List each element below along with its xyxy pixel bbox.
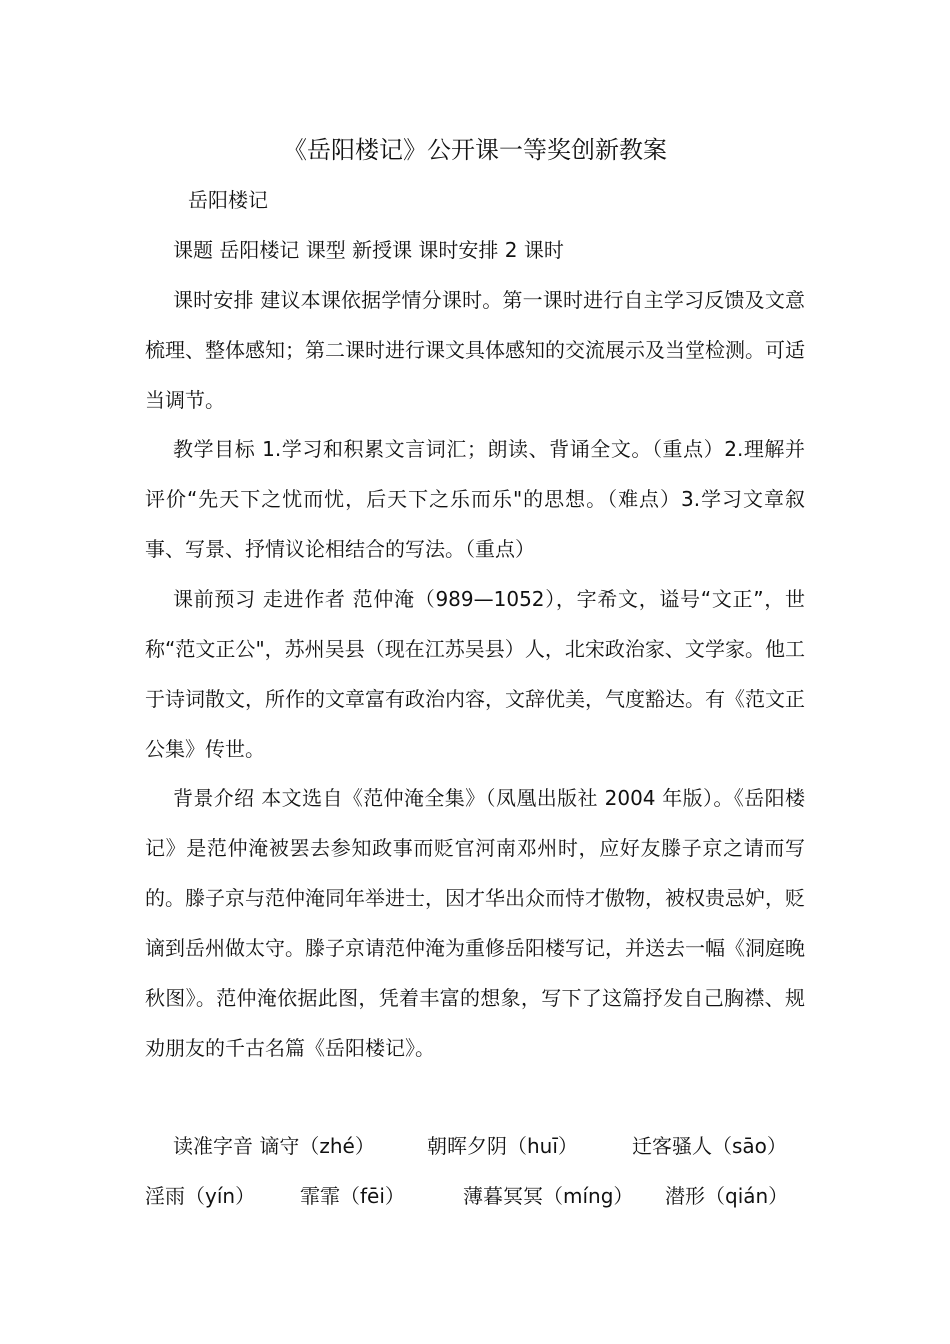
pronunciation-item: 迁客骚人（sāo） bbox=[632, 1134, 787, 1158]
pronunciation-item: 薄暮冥冥（míng） bbox=[463, 1184, 634, 1208]
pronunciation-item: 霏霏（fēi） bbox=[300, 1184, 405, 1208]
pronunciation-item: 读准字音 谪守（zhé） bbox=[173, 1134, 375, 1158]
document-title: 《岳阳楼记》公开课一等奖创新教案 bbox=[283, 136, 667, 164]
paragraph-author-intro: 课前预习 走进作者 范仲淹（989—1052），字希文，谥号“文正”，世称“范文正公"，苏州吴县（现在江苏吴县）人，北宋政治家、文学家。他工于诗词散文，所作的文章富有政治内容，文辞优美，气度豁达。有《范文正公集》传世。 bbox=[145, 587, 805, 761]
pronunciation-item: 潜形（qián） bbox=[665, 1184, 789, 1208]
paragraph-background: 背景介绍 本文选自《范仲淹全集》（凤凰出版社 2004 年版）。《岳阳楼记》是范仲淹被罢去参知政事而贬官河南邓州时，应好友滕子京之请而写的。滕子京与范仲淹同年举进士，因才华出众而恃才傲物，被权贵忌妒，贬谪到岳州做太守。滕子京请范仲淹为重修岳阳楼写记，并送去一幅《洞庭晚秋图》。范仲淹依据此图，凭着丰富的想象，写下了这篇抒发自己胸襟、规劝朋友的千古名篇《岳阳楼记》。 bbox=[145, 786, 805, 1060]
pronunciation-item: 朝晖夕阴（huī） bbox=[427, 1134, 578, 1158]
pronunciation-item: 淫雨（yín） bbox=[145, 1184, 256, 1208]
paragraph-schedule: 课时安排 建议本课依据学情分课时。第一课时进行自主学习反馈及文意梳理、整体感知；第二课时进行课文具体感知的交流展示及当堂检测。可适当调节。 bbox=[145, 288, 805, 412]
paragraph-objectives: 教学目标 1.学习和积累文言词汇；朗读、背诵全文。（重点）2.理解并评价“先天下之忧而忧，后天下之乐而乐"的思想。（难点）3.学习文章叙事、写景、抒情议论相结合的写法。（重点） bbox=[145, 437, 805, 561]
document-subtitle: 岳阳楼记 bbox=[188, 188, 268, 212]
paragraph-course-info: 课题 岳阳楼记 课型 新授课 课时安排 2 课时 bbox=[173, 238, 564, 262]
